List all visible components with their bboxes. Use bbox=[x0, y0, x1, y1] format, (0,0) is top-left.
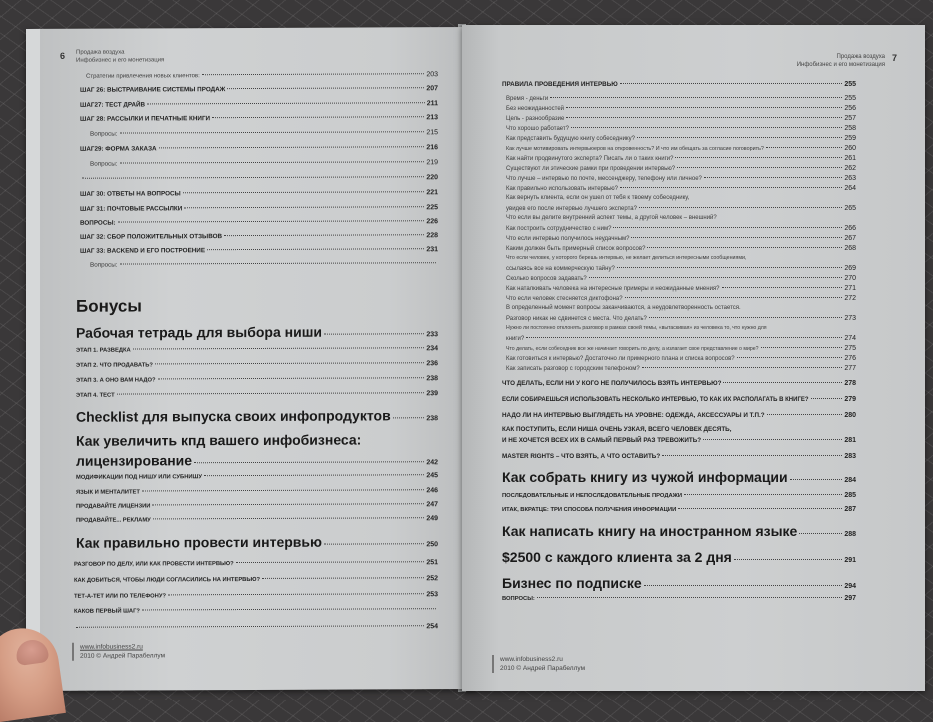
toc-entry: Как наталкивать человека на интересные примеры и неожиданные мнения? 271 bbox=[506, 285, 856, 292]
toc-entry: ШАГ27: ТЕСТ ДРАЙВ 211 bbox=[80, 100, 438, 109]
toc-chapter: Как написать книгу на иностранном языке 288 bbox=[502, 523, 856, 539]
toc-chapter-line1: Как увеличить кпд вашего инфобизнеса: bbox=[76, 431, 362, 449]
toc-entry: Как готовиться к интервью? Достаточно ли примерного плана и списка вопросов? 276 bbox=[506, 355, 856, 362]
footer-copyright: 2010 © Андрей Парабеллум bbox=[500, 665, 586, 672]
toc-entry-line1: Что если вы делите внутренний аспект темы, а другой человек – внешний? bbox=[506, 215, 717, 221]
toc-entry: ЭТАП 1. РАЗВЕДКА 234 bbox=[76, 345, 438, 354]
running-head bbox=[797, 53, 885, 69]
right-page bbox=[462, 25, 925, 691]
toc-entry: Как представить будущую книгу собеседнику? 259 bbox=[506, 135, 856, 142]
toc-entry: книги? 274 bbox=[506, 335, 856, 342]
toc-entry-line1: Нужно ли постоянно отклонять разговор в рамках своей темы, «вытаскивая» из человека то, что нужно для bbox=[506, 325, 767, 331]
running-head-title: Продажа воздуха bbox=[836, 54, 885, 60]
footer-url[interactable]: www.infobusiness2.ru bbox=[500, 656, 563, 663]
toc-entry: РАЗГОВОР ПО ДЕЛУ, ИЛИ КАК ПРОВЕСТИ ИНТЕРВЬЮ? 251 bbox=[74, 559, 438, 568]
toc-entry: Что если человек стесняется диктофона? 272 bbox=[506, 295, 856, 302]
toc-entry-line1: Что если человек, у которого берешь интервью, не желает делиться интересными сообщениями, bbox=[506, 255, 747, 261]
toc-entry: Как построить сотрудничество с ним? 266 bbox=[506, 225, 856, 232]
toc-entry: Стратегии привлечения новых клиентов: 203 bbox=[86, 71, 438, 80]
toc-entry: Вопросы: bbox=[90, 260, 438, 269]
toc-entry: ЭТАП 3. А ОНО ВАМ НАДО? 238 bbox=[76, 375, 438, 384]
toc-entry: ЕСЛИ СОБИРАЕШЬСЯ ИСПОЛЬЗОВАТЬ НЕСКОЛЬКО ИНТЕРВЬЮ, ТО КАК ИХ РАСПОЛАГАТЬ В КНИГЕ? 279 bbox=[502, 396, 856, 403]
toc-entry: ИТАК, ВКРАТЦЕ: ТРИ СПОСОБА ПОЛУЧЕНИЯ ИНФОРМАЦИИ 287 bbox=[502, 506, 856, 513]
toc-entry: Что лучше – интервью по почте, мессенджеру, телефону или личное? 263 bbox=[506, 175, 856, 182]
toc-entry: ШАГ 33: BACKEND И ЕГО ПОСТРОЕНИЕ 231 bbox=[80, 246, 438, 255]
toc-chapter: Бизнес по подписке 294 bbox=[502, 575, 856, 591]
toc-entry: ЭТАП 4. ТЕСТ 239 bbox=[76, 390, 438, 399]
toc-entry: МОДИФИКАЦИИ ПОД НИШУ ИЛИ СУБНИШУ 245 bbox=[76, 472, 438, 481]
toc-entry: ШАГ 32: СБОР ПОЛОЖИТЕЛЬНЫХ ОТЗЫВОВ 228 bbox=[80, 232, 438, 241]
toc-entry: ЭТАП 2. ЧТО ПРОДАВАТЬ? 236 bbox=[76, 360, 438, 369]
toc-entry: ВОПРОСЫ: 297 bbox=[502, 595, 856, 602]
toc-entry: ЧТО ДЕЛАТЬ, ЕСЛИ НИ У КОГО НЕ ПОЛУЧИЛОСЬ ВЗЯТЬ ИНТЕРВЬЮ? 278 bbox=[502, 380, 856, 387]
toc-entry: Вопросы: 219 bbox=[90, 159, 438, 168]
footer-url[interactable]: www.infobusiness2.ru bbox=[80, 643, 143, 651]
running-head bbox=[76, 48, 164, 64]
toc-entry: Что делать, если собеседник все же начинает говорить по делу, а излагает свое представление о мире? 275 bbox=[506, 345, 856, 352]
toc-entry: ШАГ 26: ВЫСТРАИВАНИЕ СИСТЕМЫ ПРОДАЖ 207 bbox=[80, 85, 438, 94]
toc-entry-line1: В определенный момент вопросы заканчиваются, а неудовлетворенность остается. bbox=[506, 305, 741, 311]
toc-entry: ПОСЛЕДОВАТЕЛЬНЫЕ И НЕПОСЛЕДОВАТЕЛЬНЫЕ ПРОДАЖИ 285 bbox=[502, 492, 856, 499]
toc-entry: Как правильно использовать интервью? 264 bbox=[506, 185, 856, 192]
toc-entry: Как найти продвинутого эксперта? Писать ли о таких книги? 261 bbox=[506, 155, 856, 162]
page-footer bbox=[72, 642, 165, 660]
toc-entry: Что хорошо работает? 258 bbox=[506, 125, 856, 132]
toc-entry: ПРОДАВАЙТЕ ЛИЦЕНЗИИ 247 bbox=[76, 501, 438, 510]
page-number: 7 bbox=[891, 53, 897, 63]
toc-entry: увидев его после интервью лучшего эксперта? 265 bbox=[506, 205, 856, 212]
toc-entry: И НЕ ХОЧЕТСЯ ВСЕХ ИХ В САМЫЙ ПЕРВЫЙ РАЗ ТРЕВОЖИТЬ? 281 bbox=[502, 437, 856, 444]
running-head-subtitle: Инфобизнес и его монетизация bbox=[796, 62, 885, 68]
left-page bbox=[26, 27, 476, 691]
toc-entry: КАКОВ ПЕРВЫЙ ШАГ? bbox=[74, 607, 438, 615]
toc-entry: ВОПРОСЫ: 226 bbox=[80, 218, 438, 227]
toc-entry: Существуют ли этические рамки при проведении интервью? 262 bbox=[506, 165, 856, 172]
toc-entry: ШАГ 31: ПОЧТОВЫЕ РАССЫЛКИ 225 bbox=[80, 204, 438, 213]
toc-entry: ЯЗЫК И МЕНТАЛИТЕТ 246 bbox=[76, 487, 438, 496]
toc-chapter: Как собрать книгу из чужой информации 284 bbox=[502, 469, 856, 485]
toc-chapter: лицензирование 242 bbox=[76, 452, 438, 469]
toc-entry: 254 bbox=[74, 623, 438, 632]
toc-entry-line1: Как вернуть клиента, если он ушел от тебя к твоему собеседнику, bbox=[506, 195, 690, 201]
section-title: Бонусы bbox=[76, 296, 142, 316]
toc-entry: ШАГ 28: РАССЫЛКИ И ПЕЧАТНЫЕ КНИГИ 213 bbox=[80, 114, 438, 123]
toc-entry: ПРАВИЛА ПРОВЕДЕНИЯ ИНТЕРВЬЮ 255 bbox=[502, 81, 856, 88]
toc-chapter: $2500 с каждого клиента за 2 дня 291 bbox=[502, 549, 856, 565]
toc-entry: Без неожиданностей 256 bbox=[506, 105, 856, 112]
toc-entry: НАДО ЛИ НА ИНТЕРВЬЮ ВЫГЛЯДЕТЬ НА УРОВНЕ: ОДЕЖДА, АКСЕССУАРЫ И Т.П.? 280 bbox=[502, 412, 856, 419]
toc-entry: ПРОДАВАЙТЕ... РЕКЛАМУ 249 bbox=[76, 515, 438, 524]
toc-chapter: Как правильно провести интервью 250 bbox=[76, 533, 438, 551]
toc-entry: Что если интервью получилось неудачным? 267 bbox=[506, 235, 856, 242]
toc-entry: Время - деньги 255 bbox=[506, 95, 856, 102]
toc-entry: Разговор никак не сдвинется с места. Что делать? 273 bbox=[506, 315, 856, 322]
page-footer bbox=[492, 655, 585, 673]
toc-entry: MASTER RIGHTS – ЧТО ВЗЯТЬ, А ЧТО ОСТАВИТЬ? 283 bbox=[502, 453, 856, 460]
toc-entry: ссылаясь все на коммерческую тайну? 269 bbox=[506, 265, 856, 272]
running-head-subtitle: Инфобизнес и его монетизация bbox=[76, 57, 165, 64]
toc-entry: Каким должен быть примерный список вопросов? 268 bbox=[506, 245, 856, 252]
toc-entry: ШАГ29: ФОРМА ЗАКАЗА 216 bbox=[80, 144, 438, 153]
toc-entry: Вопросы: 215 bbox=[90, 129, 438, 138]
toc-entry: Как записать разговор с городским телефоном? 277 bbox=[506, 365, 856, 372]
toc-entry-line1: КАК ПОСТУПИТЬ, ЕСЛИ НИША ОЧЕНЬ УЗКАЯ, ВСЕГО ЧЕЛОВЕК ДЕСЯТЬ, bbox=[502, 426, 732, 433]
toc-entry: КАК ДОБИТЬСЯ, ЧТОБЫ ЛЮДИ СОГЛАСИЛИСЬ НА ИНТЕРВЬЮ? 252 bbox=[74, 575, 438, 584]
toc-entry: ШАГ 30: ОТВЕТЫ НА ВОПРОСЫ 221 bbox=[80, 189, 438, 198]
toc-chapter: Checklist для выпуска своих инфопродуктов 238 bbox=[76, 407, 438, 425]
toc-entry: 220 bbox=[80, 174, 438, 183]
toc-entry: ТЕТ-А-ТЕТ ИЛИ ПО ТЕЛЕФОНУ? 253 bbox=[74, 591, 438, 600]
running-head-title: Продажа воздуха bbox=[76, 49, 125, 56]
toc-chapter: Рабочая тетрадь для выбора ниши 233 bbox=[76, 323, 438, 341]
page-number: 6 bbox=[60, 50, 66, 61]
toc-entry: Сколько вопросов задавать? 270 bbox=[506, 275, 856, 282]
footer-copyright: 2010 © Андрей Парабеллум bbox=[80, 652, 166, 660]
toc-entry: Как лучше мотивировать интервьюеров на откровенность? И что им обещать за согласие поговорить? 260 bbox=[506, 145, 856, 152]
toc-entry: Цель - разнообразие 257 bbox=[506, 115, 856, 122]
